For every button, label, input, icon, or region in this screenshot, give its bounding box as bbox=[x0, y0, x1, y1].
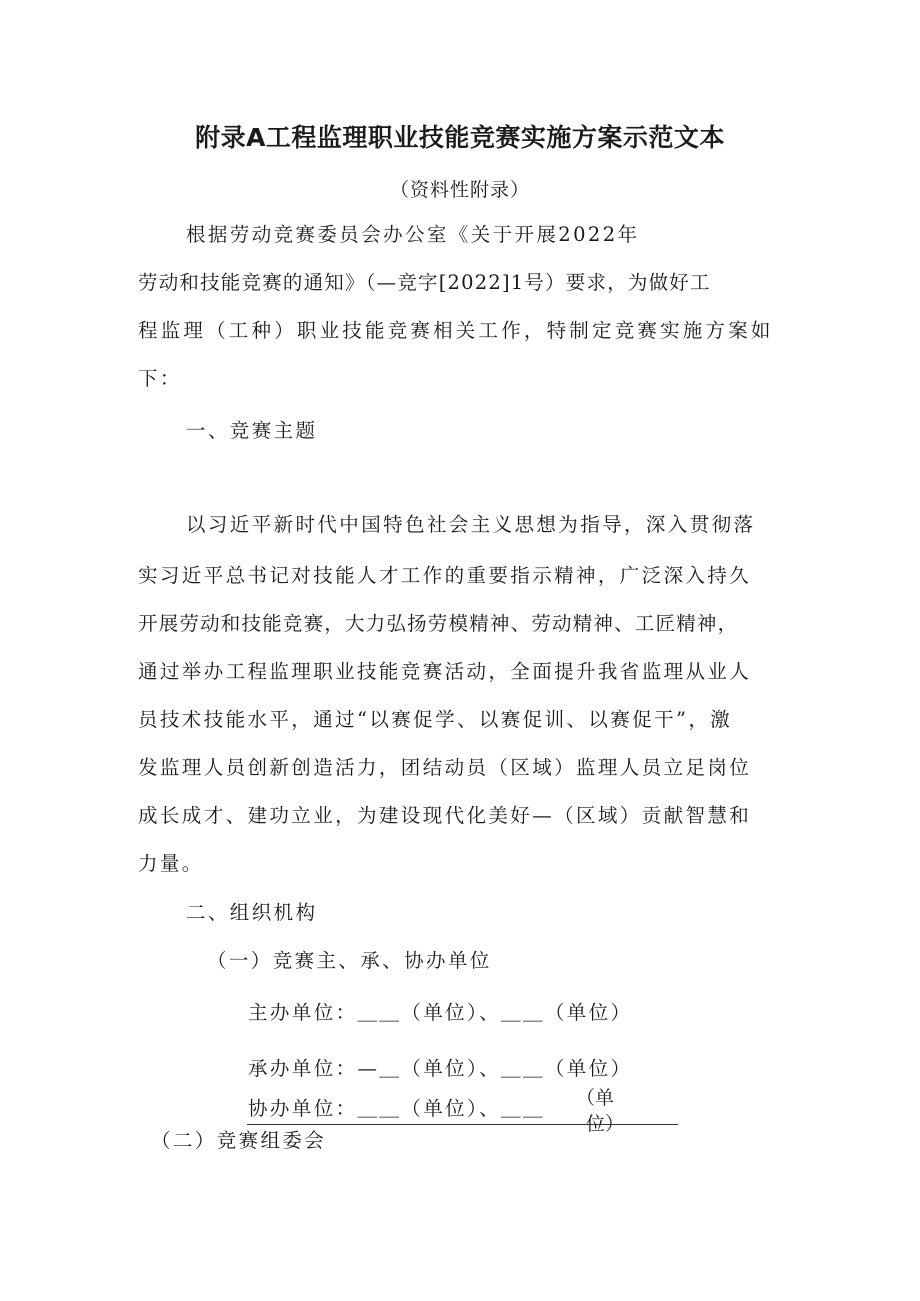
intro-line-4: 下： bbox=[138, 367, 182, 390]
co-organizer-units-line: 协办单位：＿＿（单位）、＿＿ bbox=[248, 1097, 545, 1120]
section1-para-line-7: 成长成才、建功立业，为建设现代化美好—（区域）贡献智慧和 bbox=[138, 804, 752, 827]
section1-heading: 一、竞赛主题 bbox=[186, 419, 318, 442]
section2-sub2-heading: （二）竞赛组委会 bbox=[151, 1129, 327, 1152]
intro-line-1: 根据劳动竞赛委员会办公室《关于开展2022年 bbox=[186, 223, 640, 246]
section1-para-line-5: 员技术技能水平，通过“以赛促学、以赛促训、以赛促干”，激 bbox=[138, 708, 733, 731]
document-subtitle: （资料性附录） bbox=[389, 179, 530, 201]
intro-line-3: 程监理（工种）职业技能竞赛相关工作，特制定竞赛实施方案如 bbox=[138, 319, 774, 342]
host-units-line: 主办单位：＿＿（单位）、＿＿（单位） bbox=[248, 1001, 633, 1024]
section1-para-line-8: 力量。 bbox=[138, 852, 204, 875]
section2-heading: 二、组织机构 bbox=[186, 901, 318, 924]
organizer-units-line: 承办单位：—＿（单位）、＿＿（单位） bbox=[248, 1057, 633, 1080]
co-organizer-unit-tail-bottom: 位） bbox=[586, 1113, 625, 1135]
section1-para-line-4: 通过举办工程监理职业技能竞赛活动，全面提升我省监理从业人 bbox=[138, 660, 752, 683]
co-organizer-unit-tail-top: （单 bbox=[576, 1087, 615, 1109]
table-top-rule bbox=[247, 1124, 678, 1125]
section1-para-line-2: 实习近平总书记对技能人才工作的重要指示精神，广泛深入持久 bbox=[138, 564, 752, 587]
section1-para-line-6: 发监理人员创新创造活力，团结动员（区域）监理人员立足岗位 bbox=[138, 756, 752, 779]
section2-sub1-heading: （一）竞赛主、承、协办单位 bbox=[207, 949, 492, 972]
intro-line-2: 劳动和技能竞赛的通知》（—竞字[2022]1号）要求，为做好工 bbox=[138, 271, 711, 294]
document-title: 附录A工程监理职业技能竞赛实施方案示范文本 bbox=[195, 123, 725, 152]
section1-para-line-3: 开展劳动和技能竞赛，大力弘扬劳模精神、劳动精神、工匠精神， bbox=[138, 612, 739, 635]
section1-para-line-1: 以习近平新时代中国特色社会主义思想为指导，深入贯彻落 bbox=[186, 513, 756, 536]
